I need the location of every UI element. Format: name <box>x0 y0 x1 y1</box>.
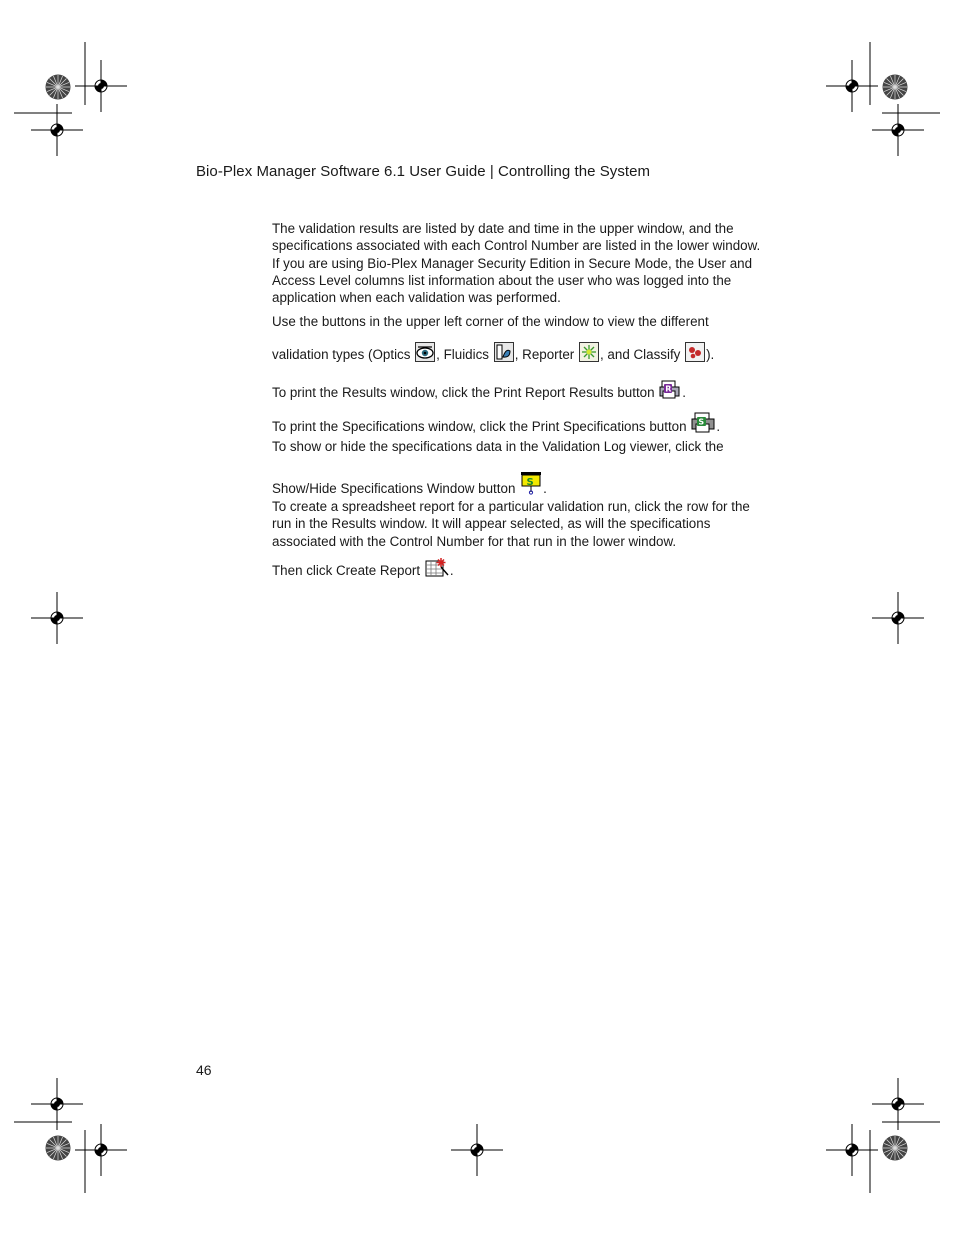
paragraph-show-hide-button: Show/Hide Specifications Window button S . <box>272 471 547 498</box>
print-report-results-icon <box>659 380 681 403</box>
page-number: 46 <box>196 1062 212 1078</box>
paragraph-buttons-intro: Use the buttons in the upper left corner of the window to view the different <box>272 314 709 329</box>
paragraph-show-hide-intro: To show or hide the specifications data in the Validation Log viewer, click the <box>272 439 724 454</box>
paragraph-text: The validation results are listed by date and time in the upper window, and the specifications associated with each Control Number are listed in the lower window. If you are using Bio-Plex Manager Security Edition in Secure Mode, the User and Access Level columns list information about the user who was logged into the application when each validation was performed. <box>272 221 761 306</box>
print-specifications-icon <box>691 412 715 437</box>
svg-text:S: S <box>698 417 705 427</box>
svg-text:S: S <box>526 476 534 488</box>
svg-text:R: R <box>665 384 672 394</box>
paragraph-validation-types: validation types (Optics , Fluidics , Reporter , and Classify ). <box>272 342 714 365</box>
paragraph-print-results: To print the Results window, click the Print Report Results button R . <box>272 380 686 403</box>
paragraph-validation-results <box>272 220 762 306</box>
show-hide-specifications-icon <box>520 471 542 498</box>
paragraph-create-report: Then click Create Report . <box>272 558 454 581</box>
reporter-icon <box>579 342 599 365</box>
paragraph-print-specifications: To print the Specifications window, click the Print Specifications button S . <box>272 412 720 437</box>
classify-icon <box>685 342 705 365</box>
create-report-icon <box>425 558 449 581</box>
fluidics-icon <box>494 342 514 365</box>
optics-eye-icon <box>415 342 435 365</box>
paragraph-text: To create a spreadsheet report for a particular validation run, click the row for the run in the Results window. It will appear selected, as will the specifications associated with the Control Number for that run in the lower window. <box>272 499 750 549</box>
paragraph-spreadsheet-report <box>272 498 762 550</box>
running-header: Bio-Plex Manager Software 6.1 User Guide | Controlling the System <box>196 163 651 180</box>
